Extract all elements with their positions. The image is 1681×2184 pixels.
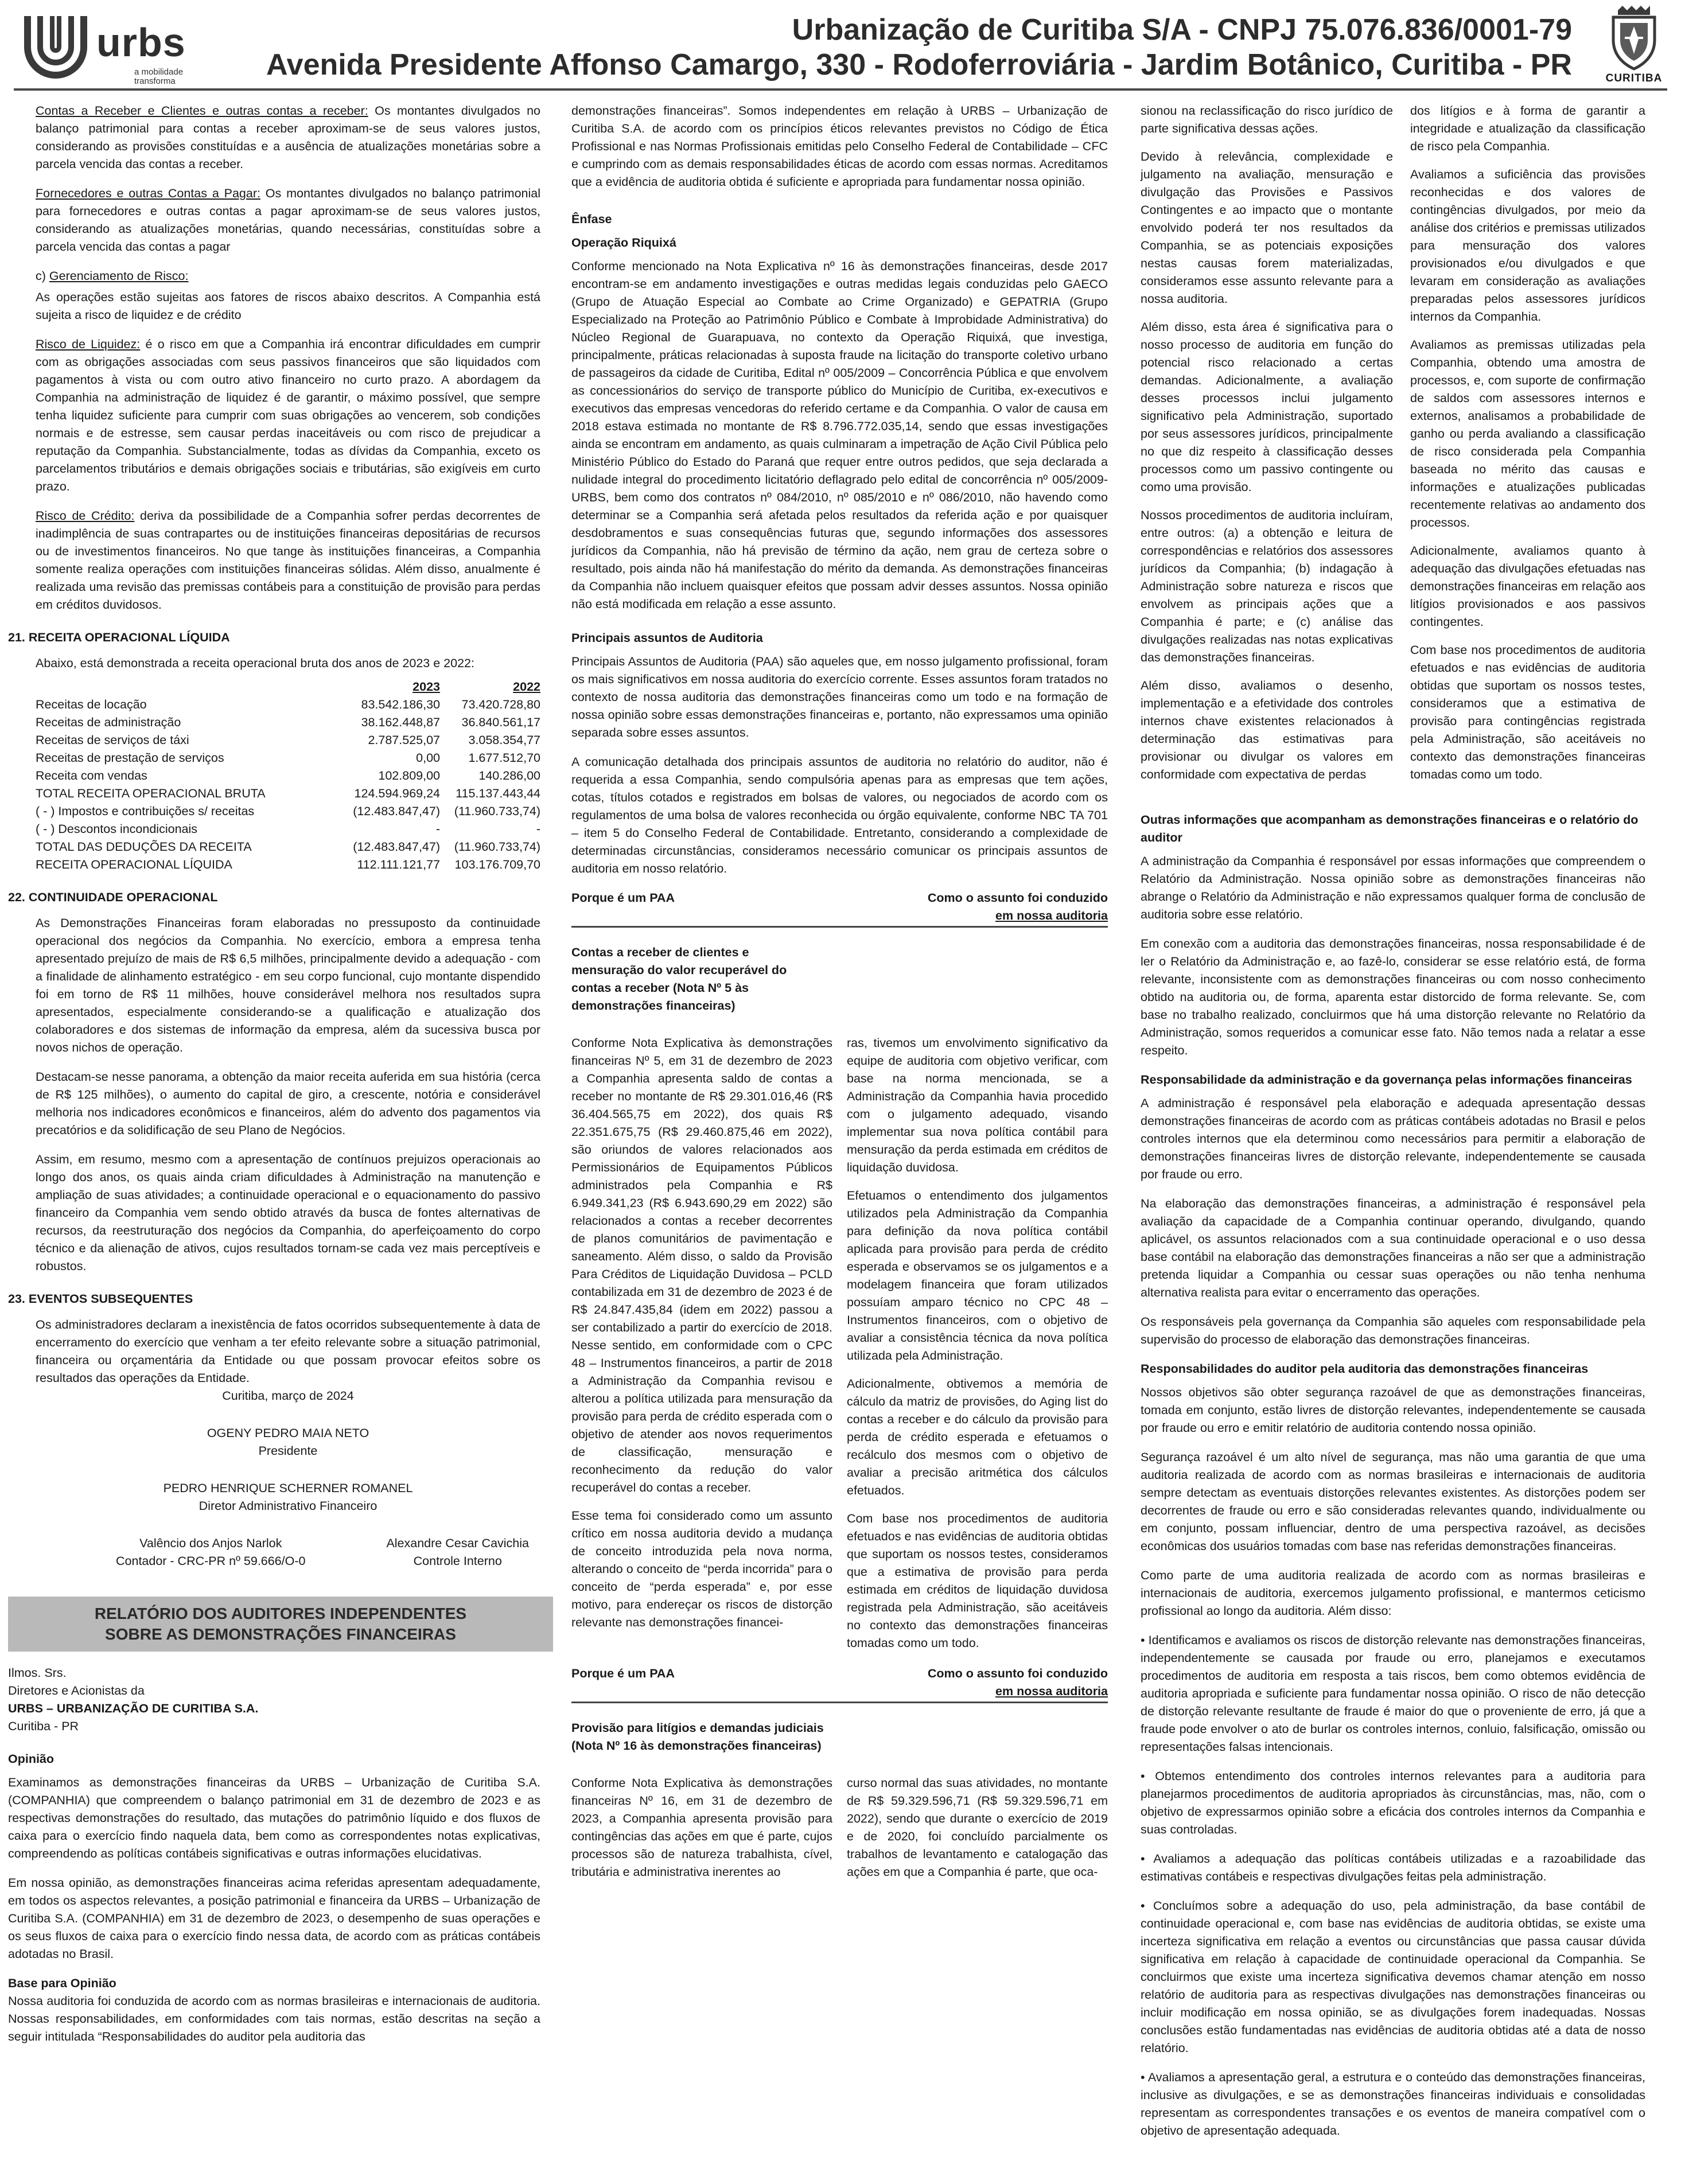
table-cell-value: - <box>536 822 540 836</box>
paragraph-outras-2: Em conexão com a auditoria das demonstrações financeiras, nossa responsabilidade é de ler o Relatório da Administração e, ao fazê-lo, considerar se esse relatório está, de forma relevante, inconsistente com as demonstrações financeiras ou com nosso conhecimento obtido na auditoria ou, de forma, aparenta estar distorcido de forma relevante. Se, com base no trabalho realizado, concluirmos que há uma distorção relevante no Relatório da Administração, somos requeridos a comunicar esse fato. Não temos nada a relatar a esse respeito. <box>1141 937 1645 1057</box>
paragraph-gerenciamento-heading <box>36 267 540 285</box>
heading-gerenciamento: Gerenciamento de Risco: <box>49 269 189 283</box>
table-row <box>36 731 540 749</box>
list-item: • Concluímos sobre a adequação do uso, pela administração, da base contábil de continuidade operacional e, com base nas evidências de auditoria obtidas, se existe uma incerteza significativa em relação a eventos ou circunstâncias que passa causar dúvida significativa em relação à capacidade de continuidade operacional da Companhia. Se concluirmos que existe uma incerteza significativa devemos chamar atenção em nosso relatório de auditoria para as respectivas divulgações nas demonstrações financeiras ou incluir modificação em nossa opinião, se as divulgações forem inadequadas. Nossas conclusões estão fundamentadas nas evidências de auditoria obtidas até a data de nosso relatório. <box>1141 1899 1645 2055</box>
signature-role: Diretor Administrativo Financeiro <box>199 1499 378 1513</box>
revenue-table <box>36 678 540 874</box>
topic-litigios-left <box>571 1774 832 1891</box>
table-row <box>36 856 540 874</box>
text-credito: deriva da possibilidade de a Companhia sofrer perdas decorrentes de inadimplência de suas contrapartes ou de instituições financeiras depositárias de recursos ou de investimentos financeiros. No que tange às instituições financeiras, a Companhia somente realiza operações com instituições financeiras sólidas. Além disso, anualmente é realizada uma revisão das premissas contábeis para a constituição de provisão para perdas em créditos duvidosos. <box>36 509 540 612</box>
header-title <box>195 13 1572 83</box>
heading-liquidez: Risco de Liquidez: <box>36 337 141 351</box>
table-cell-value: 36.840.561,17 <box>461 715 540 729</box>
topic-litigios-left-continued <box>1141 102 1393 794</box>
topic-litigios-right-continued <box>1410 102 1645 794</box>
urbs-logo <box>21 11 186 86</box>
topic-contas-receber-right <box>847 1034 1108 1663</box>
auditor-report-col1 <box>8 1750 540 2046</box>
paragraph-outras-1: A administração da Companhia é responsável por essas informações que compreendem o Relatório da Administração. Nossa opinião sobre as demonstrações financeiras não abrange o Relatório da Administração e não expressamos qualquer forma de conclusão de auditoria sobre esse relatório. <box>1141 854 1645 921</box>
table-cell-value: (12.483.847,47) <box>353 804 440 818</box>
table-row <box>36 767 540 785</box>
header-line-2: Avenida Presidente Affonso Camargo, 330 - Rodoferroviária - Jardim Botânico, Curitiba - PR <box>266 48 1572 81</box>
paa-right-heading: Como o assunto foi conduzido em nossa auditoria <box>927 1667 1108 1698</box>
paa-left-heading: Porque é um PAA <box>571 1667 675 1680</box>
paragraph-independencia: demonstrações financeiras”. Somos independentes em relação à URBS – Urbanização de Curitiba S.A. de acordo com os princípios éticos relevantes previstos no Código de Ética Profissional e nas Normas Profissionais emitidas pelo Conselho Federal de Contabilidade – CFC e cumprindo com as demais responsabilidades éticas de acordo com essas normas. Acreditamos que a evidência de auditoria obtida é suficiente e apropriada para fundamentar nossa opinião. <box>571 104 1108 189</box>
paragraph-topic2-right-cont-1: dos litígios e à forma de garantir a integridade e atualização da classificação de risco pela Companhia. <box>1410 104 1645 153</box>
paragraph-resp-aud-2: Segurança razoável é um alto nível de segurança, mas não uma garantia de que uma auditoria realizada de acordo com as normas brasileiras e internacionais de auditoria sempre detectam as eventuais distorções relevantes existentes. As distorções podem ser decorrentes de fraude ou erro e são consideradas relevantes quando, individualmente ou em conjunto, possam influenciar, dentro de uma perspectiva razoável, as decisões econômicas dos usuários tomadas com base nas referidas demonstrações financeiras. <box>1141 1450 1645 1553</box>
auditor-report-banner <box>8 1597 553 1652</box>
topic-litigios <box>571 1774 1108 1891</box>
table-cell-label: TOTAL RECEITA OPERACIONAL BRUTA <box>36 787 266 800</box>
paragraph-topic1-left-2: Esse tema foi considerado como um assunto crítico em nossa auditoria devido a mudança de conceito introduzida pela nova norma, alterando o conceito de “perda incorrida” para o conceito de “perda esperada” e, por esse motivo, para endereçar os riscos de distorção relevante nas demonstrações financei- <box>571 1509 832 1629</box>
column-3 <box>1141 102 1645 2151</box>
header-line-1: Urbanização de Curitiba S/A - CNPJ 75.076.836/0001-79 <box>792 13 1572 46</box>
paragraph-opiniao-1: Examinamos as demonstrações financeiras da URBS – Urbanização de Curitiba S.A. (COMPANHIA) que compreendem o balanço patrimonial em 31 de dezembro de 2023 e as respectivas demonstrações do resultado, das mutações do patrimônio líquido e dos fluxos de caixa para o exercício findo naquela data, bem como as correspondentes notas explicativas, compreendendo as políticas contábeis significativas e outras informações elucidativas. <box>8 1776 540 1860</box>
addressee-company: URBS – URBANIZAÇÃO DE CURITIBA S.A. <box>8 1702 259 1715</box>
heading-outras-informacoes: Outras informações que acompanham as demonstrações financeiras e o relatório do auditor <box>1141 813 1639 844</box>
banner-line-1: RELATÓRIO DOS AUDITORES INDEPENDENTES <box>94 1605 467 1622</box>
paragraph-topic2-right-1: curso normal das suas atividades, no montante de R$ 59.329.596,71 (R$ 59.329.596,71 em 2022), sendo que durante o exercício de 2019 e de 2020, foi concluído parcialmente os trabalhos de levantamento e catalogação das ações em que a Companhia é parte, que oca- <box>847 1776 1108 1879</box>
topic-contas-receber-left <box>571 1034 832 1663</box>
paragraph-topic2-left-cont-3: Além disso, esta área é significativa para o nosso processo de auditoria em função do potencial risco relacionado a certas demandas. Adicionalmente, a avaliação desses processos inclui julgamento significativo pela Administração, suportado por seus assessores jurídicos, principalmente no que diz respeito à classificação desses processos como um passivo contingente ou como uma provisão. <box>1141 320 1393 494</box>
signature-accountant <box>116 1535 306 1570</box>
table-header-row <box>36 678 540 696</box>
table-cell-value: 73.420.728,80 <box>461 698 540 711</box>
heading-opiniao: Opinião <box>8 1752 55 1766</box>
signature-president <box>36 1424 540 1460</box>
crest-label: CURITIBA <box>1605 72 1663 84</box>
heading-contas-receber: Contas a Receber e Clientes e outras contas a receber: <box>36 104 368 118</box>
table-cell-value: 112.111.121,77 <box>357 858 440 871</box>
paa-header-1 <box>571 889 1108 928</box>
signature-internal-control <box>386 1535 529 1570</box>
section-23-title: 23. EVENTOS SUBSEQUENTES <box>8 1292 193 1306</box>
table-cell-label: Receitas de administração <box>36 715 181 729</box>
table-cell-value: (12.483.847,47) <box>353 840 440 854</box>
paragraph-topic2-right-cont-3: Avaliamos as premissas utilizadas pela Companhia, obtendo uma amostra de processos, e, com suporte de confirmação de saldos com assessores internos e externos, analisamos a probabilidade de ganho ou perda avaliando a classificação de risco considerada pela Companhia baseada no mérito das causas e informações e atualizações publicadas recentemente relativas ao andamento dos processos. <box>1410 338 1645 530</box>
table-cell-label: ( - ) Impostos e contribuições s/ receitas <box>36 804 255 818</box>
table-cell-value: 83.542.186,30 <box>361 698 440 711</box>
table-cell-value: 38.162.448,87 <box>361 715 440 729</box>
paragraph-sec21-intro: Abaixo, está demonstrada a receita operacional bruta dos anos de 2023 e 2022: <box>36 656 474 670</box>
heading-topic-contas-receber: Contas a receber de clientes e mensuração do valor recuperável do contas a receber (Nota Nº 5 às demonstrações financeiras) <box>571 945 787 1013</box>
paragraph-sec22-3: Assim, em resumo, mesmo com a apresentação de contínuos prejuizos operacionais ao longo dos anos, os quais ainda criam dificuldades à Administração na manutenção e ampliação de suas atividades; a continuidade operacional e o equacionamento do passivo financeiro da Companhia vem sendo obtido através da busca de fontes alternativas de recursos, da reestruturação dos negócios da Companhia, do aperfeiçoamento do corpo técnico e da alienação de ativos, cujos resultados tornam-se cada vez mais perceptíveis e robustos. <box>36 1153 540 1273</box>
logo-tagline: a mobilidade transforma <box>134 67 184 86</box>
table-cell-label: Receitas de locação <box>36 698 147 711</box>
column-1 <box>8 102 541 2057</box>
table-cell-value: 140.286,00 <box>478 769 540 782</box>
table-cell-value: 115.137.443,44 <box>456 787 540 800</box>
paragraph-gerenciamento: As operações estão sujeitas aos fatores de riscos abaixo descritos. A Companhia está sujeita a risco de liquidez e de crédito <box>36 290 540 322</box>
gerenciamento-prefix: c) <box>36 269 49 283</box>
heading-fornecedores: Fornecedores e outras Contas a Pagar: <box>36 186 260 200</box>
signature-director <box>36 1480 540 1515</box>
paa-left-heading: Porque é um PAA <box>571 891 675 905</box>
paragraph-topic2-right-cont-2: Avaliamos a suficiência das provisões reconhecidas e dos valores de contingências divulgados, por meio da análise dos critérios e premissas utilizados para mensuração dos valores provisionados e/ou divulgados e que levaram em consideração as avaliações preparadas pelos assessores jurídicos internos da Companhia. <box>1410 168 1645 324</box>
table-cell-value: 3.058.354,77 <box>468 733 540 747</box>
paragraph-credito <box>36 507 540 614</box>
paragraph-paa-1: Principais Assuntos de Auditoria (PAA) são aqueles que, em nosso julgamento profissional, foram os mais significativos em nossa auditoria do exercício corrente. Esses assuntos foram tratados no contexto de nossa auditoria das demonstrações financeiras como um todo e na formação de nossa opinião sobre essas demonstrações financeiras e, portanto, não expressamos uma opinião separada sobre esses assuntos. <box>571 655 1108 739</box>
list-item: • Avaliamos a apresentação geral, a estrutura e o conteúdo das demonstrações financeiras, inclusive as divulgações, e se as demonstrações financeiras individuais e consolidadas representam as correspondentes transações e os eventos de maneira compatível com o objetivo de apresentação adequada. <box>1141 2070 1645 2138</box>
table-cell-value: (11.960.733,74) <box>454 840 540 854</box>
heading-topic-litigios: Provisão para litígios e demandas judiciais (Nota Nº 16 às demonstrações financeiras) <box>571 1721 824 1753</box>
paragraph-resp-adm-1: A administração é responsável pela elaboração e adequada apresentação dessas demonstrações financeiras de acordo com as práticas contábeis adotadas no Brasil e pelos controles internos que ela determinou como necessários para permitir a elaboração de demonstrações financeiras livres de distorção relevante, independentemente se causada por fraude ou erro. <box>1141 1096 1645 1181</box>
paragraph-resp-adm-2: Na elaboração das demonstrações financeiras, a administração é responsável pela avaliação da capacidade de a Companhia continuar operando, divulgando, quando aplicável, os assuntos relacionados com a sua continuidade operacional e o uso dessa base contábil na elaboração das demonstrações financeiras a não ser que a administração pretenda liquidar a Companhia ou cessar suas operações ou não tenha nenhuma alternativa realista para evitar o encerramento das operações. <box>1141 1197 1645 1299</box>
signature-name: Valêncio dos Anjos Narlok <box>139 1536 282 1550</box>
paa-header-2 <box>571 1665 1108 1703</box>
table-row <box>36 803 540 820</box>
list-item: • Obtemos entendimento dos controles internos relevantes para a auditoria para planejarmos procedimentos de auditoria apropriados às circunstâncias, mas, não, com o objetivo de expressarmos opinião sobre a eficácia dos controles internos da Companhia e suas controladas. <box>1141 1769 1645 1836</box>
paragraph-topic2-right-cont-5: Com base nos procedimentos de auditoria efetuados e nas evidências de auditoria obtidas que suportam os nossos testes, consideramos que a estimativa de provisão para contingências registrada pela Administração, são aceitáveis no contexto das demonstrações financeiras tomadas como um todo. <box>1410 643 1645 781</box>
list-item: • Identificamos e avaliamos os riscos de distorção relevante nas demonstrações financeiras, independentemente se causada por fraude ou erro, planejamos e executamos procedimentos de auditoria em resposta a tais riscos, bem como obtemos evidência de auditoria apropriada e suficiente para fundamentar nossa opinião. O risco de não detecção de distorção relevante resultante de fraude é maior do que o proveniente de erro, já que a fraude pode envolver o ato de burlar os controles internos, conluio, falsificação, omissão ou representações falsas intencionais. <box>1141 1633 1645 1754</box>
heading-credito: Risco de Crédito: <box>36 509 135 523</box>
table-row <box>36 838 540 856</box>
topic-contas-receber <box>571 1034 1108 1663</box>
table-cell-label: TOTAL DAS DEDUÇÕES DA RECEITA <box>36 840 252 854</box>
paragraph-topic1-left-1: Conforme Nota Explicativa às demonstrações financeiras Nº 5, em 31 de dezembro de 2023 a Companhia apresenta saldo de contas a receber no montante de R$ 29.301.016,46 (R$ 36.404.565,75 em 2022), dos quais R$ 22.351.675,75 (R$ 29.460.875,46 em 2022), são oriundos de valores relacionados aos Permissionários de Equipamentos Públicos administrados pela Companhia e R$ 6.949.341,23 (R$ 6.943.690,29 em 2022) são relacionados a contas a receber decorrentes de planos comunitários de pavimentação e saneamento. Além disso, o saldo da Provisão Para Créditos de Liquidação Duvidosa – PCLD contabilizada em 31 de dezembro de 2023 é de R$ 24.847.435,84 (idem em 2022) passou a ser contabilizado a partir do exercício de 2018. Nesse sentido, em conformidade com o CPC 48 – Instrumentos financeiros, a partir de 2018 a Administração da Companhia revisou e alterou a política utilizada para mensuração da provisão para perda de crédito esperada com o objetivo de atender aos novos requerimentos de classificação, mensuração e reconhecimento da redução do valor recuperável do contas a receber. <box>571 1036 832 1494</box>
list-item: • Avaliamos a adequação das políticas contábeis utilizadas e a razoabilidade das estimativas contábeis e respectivas divulgações feitas pela administração. <box>1141 1852 1645 1883</box>
paragraph-sec23-1: Os administradores declaram a inexistência de fatos ocorridos subsequentemente à data de encerramento do exercício que venham a ter efeito relevante sobre a situação patrimonial, financeira ou orçamentária da Entidade ou que possam provocar efeitos sobre os resultados das operações da Entidade. <box>36 1318 540 1385</box>
section-22-title: 22. CONTINUIDADE OPERACIONAL <box>8 890 218 904</box>
addressee-line: Ilmos. Srs. <box>8 1666 67 1680</box>
signature-name: OGENY PEDRO MAIA NETO <box>207 1426 369 1440</box>
paragraph-sec22-2: Destacam-se nesse panorama, a obtenção da maior receita auferida em sua história (cerca de R$ 125 milhões), o aumento do capital de giro, a crescente, notória e considerável melhoria nos indicadores econômicos e financeiros, além do advento dos pagamentos via precatórios e da solidificação de seu Plano de Negócios. <box>36 1070 540 1137</box>
paa-right-heading: Como o assunto foi conduzido em nossa auditoria <box>927 891 1108 922</box>
paragraph-topic2-left-cont-1: sionou na reclassificação do risco jurídico de parte significativa dessas ações. <box>1141 104 1393 135</box>
table-row <box>36 696 540 714</box>
text-liquidez: é o risco em que a Companhia irá encontrar dificuldades em cumprir com as obrigações associadas com seus passivos financeiros que são liquidados com pagamentos à vista ou com outro ativo financeiro no curto prazo. A abordagem da Companhia na administração de liquidez é de garantir, o máximo possível, que sempre tenha liquidez suficiente para cumprir com suas obrigações ao vencerem, sob condições normais e de estresse, sem causar perdas inaceitáveis ou com risco de prejudicar a reputação da Companhia. Substancialmente, todas as dívidas da Companhia, exceto os parcelamentos tributários e demais obrigações sociais e tributárias, são exigíveis em curto prazo. <box>36 337 541 493</box>
paragraph-fornecedores <box>36 185 540 256</box>
heading-responsabilidade-auditor: Responsabilidades do auditor pela auditoria das demonstrações financeiras <box>1141 1362 1589 1376</box>
paragraph-topic2-left-cont-2: Devido à relevância, complexidade e julgamento na avaliação, mensuração e divulgação das Provisões e Passivos Contingentes e ao impacto que o montante envolvido poderá ter nos resultados da Companhia, se as potenciais exposições nestas causas forem materializadas, consideramos esse assunto relevante para a nossa auditoria. <box>1141 150 1393 306</box>
table-header-2023: 2023 <box>413 680 440 694</box>
heading-enfase: Ênfase <box>571 212 612 226</box>
date-line: Curitiba, março de 2024 <box>222 1389 354 1403</box>
table-row <box>36 785 540 803</box>
signature-role: Contador - CRC-PR nº 59.666/O-0 <box>116 1554 306 1568</box>
table-cell-label: Receitas de serviços de táxi <box>36 733 189 747</box>
heading-base-opiniao: Base para Opinião <box>8 1976 116 1990</box>
addressee-line: Curitiba - PR <box>8 1719 79 1733</box>
paragraph-liquidez <box>36 336 540 496</box>
table-cell-value: 124.594.969,24 <box>354 787 440 800</box>
table-cell-label: Receita com vendas <box>36 769 147 782</box>
signature-name: PEDRO HENRIQUE SCHERNER ROMANEL <box>163 1481 413 1495</box>
urbs-logo-mark-icon <box>21 11 91 81</box>
table-row <box>36 714 540 731</box>
city-coat-of-arms-icon <box>1605 5 1663 71</box>
paragraph-resp-adm-3: Os responsáveis pela governança da Companhia são aqueles com responsabilidade pela supervisão do processo de elaboração das demonstrações financeiras. <box>1141 1315 1645 1346</box>
banner-line-2: SOBRE AS DEMONSTRAÇÕES FINANCEIRAS <box>105 1625 456 1643</box>
revenue-table-body <box>36 696 540 874</box>
paragraph-topic2-left-cont-4: Nossos procedimentos de auditoria incluíram, entre outros: (a) a obtenção e leitura de correspondências e relatórios dos assessores jurídicos da Companhia; (b) indagação à Administração sobre natureza e riscos que envolvem as principais ações que a Companhia é parte; e (c) análise das divulgações realizadas nas notas explicativas das demonstrações financeiras. <box>1141 508 1393 664</box>
table-cell-label: Receitas de prestação de serviços <box>36 751 224 765</box>
table-cell-value: 102.809,00 <box>378 769 440 782</box>
addressee-line: Diretores e Acionistas da <box>8 1684 145 1698</box>
section-21-title: 21. RECEITA OPERACIONAL LÍQUIDA <box>8 630 230 644</box>
table-cell-label: RECEITA OPERACIONAL LÍQUIDA <box>36 858 232 871</box>
text-fornecedores: Os montantes divulgados no balanço patrimonial para fornecedores e outras contas a pagar aproximam-se de seus valores justos, considerando as atualizações monetárias, quando necessárias, constituídas sobre a parcela vencida das contas a pagar <box>36 186 540 254</box>
table-cell-value: (11.960.733,74) <box>454 804 540 818</box>
paragraph-contas-receber <box>36 102 540 173</box>
signature-role: Controle Interno <box>413 1554 502 1568</box>
table-row <box>36 820 540 838</box>
column-2 <box>571 102 1108 1891</box>
paragraph-topic1-right-2: Efetuamos o entendimento dos julgamentos utilizados pela Administração da Companhia para definição da nova política contábil aplicada para provisão para perda de crédito esperada e observamos se os julgamentos e a modelagem financeira que foram utilizados possuíam amparo técnico no CPC 48 – Instrumentos financeiros, com o objetivo de avaliar a consistência técnica da nova política utilizada pela Administração. <box>847 1189 1108 1362</box>
page-header <box>0 0 1681 86</box>
topic-litigios-continued <box>1141 102 1645 794</box>
table-cell-value: 0,00 <box>416 751 440 765</box>
table-cell-value: - <box>435 822 440 836</box>
signature-pair <box>36 1535 540 1570</box>
addressee-block <box>8 1664 540 1735</box>
paragraph-opiniao-2: Em nossa opinião, as demonstrações financeiras acima referidas apresentam adequadamente, em todos os aspectos relevantes, a posição patrimonial e financeira da URBS – Urbanização de Curitiba S.A. (COMPANHIA) em 31 de dezembro de 2023, o desempenho de suas operações e os seus fluxos de caixa para o exercício findo nessa data, de acordo com as práticas contábeis adotadas no Brasil. <box>8 1876 540 1961</box>
curitiba-crest <box>1594 5 1674 85</box>
logo-wordmark: urbs <box>96 20 186 65</box>
topic-litigios-right <box>847 1774 1108 1891</box>
table-row <box>36 749 540 767</box>
paragraph-topic2-left-1: Conforme Nota Explicativa às demonstrações financeiras Nº 16, em 31 de dezembro de 2023, a Companhia apresenta provisão para contingências das ações em que é parte, cujos processos são de natureza trabalhista, cível, tributária e administrativa inerentes ao <box>571 1776 832 1879</box>
table-cell-value: 1.677.512,70 <box>468 751 540 765</box>
auditor-procedures-list <box>1141 1632 1645 2140</box>
paragraph-topic1-right-4: Com base nos procedimentos de auditoria efetuados e nas evidências de auditoria obtidas que suportam os nossos testes, consideramos que a estimativa de provisão para perda estimada em créditos de liquidação duvidosa registrada pela Administração, são aceitáveis no contexto das demonstrações financeiras tomadas como um todo. <box>847 1512 1108 1650</box>
paragraph-riquixa: Conforme mencionado na Nota Explicativa nº 16 às demonstrações financeiras, desde 2017 encontram-se em andamento investigações e outras medidas legais conduzidas pelo GAECO (Grupo de Atuação Especial ao Combate ao Crime Organizado) e GEPATRIA (Grupo Especializado na Proteção ao Patrimônio Público e Combate à Improbidade Administrativa) do Núcleo Regional de Guarapuava, no contexto da Operação Riquixá, que investiga, principalmente, práticas relacionadas à suposta fraude na licitação do transporte coletivo urbano de passageiros da cidade de Curitiba, Edital nº 005/2009 – Concorrência Pública e que envolvem as concessionários do serviço de transporte público do Município de Curitiba, ex-executivos e executivos das empresas vencedoras do referido certame e da Companhia. O valor de causa em 2018 estava estimada no montante de R$ 8.796.772.035,14, sendo que essas investigações ainda se encontram em andamento, as quais culminaram a impetração de Ação Civil Pública pelo Ministério Público do Estado do Paraná que requer entre outros pedidos, que seja declarada a nulidade integral do procedimento licitatório deflagrado pelo edital de concorrência nº 005/2009-URBS, bem como dos contratos nº 084/2010, nº 085/2010 e nº 086/2010, não havendo como determinar se a Companhia será afetada pelos resultados da referida ação e por quaisquer desdobramentos e suas consequências futuras que, segundo informações dos assessores jurídicos da Companhia, não há previsão de término da ação, nem grau de certeza sobre o resultado, pois ainda não há manifestação do mérito da demanda. As demonstrações financeiras da Companhia não incluem quaisquer efeitos que possam advir desses assuntos. Nossa opinião não está modificada em relação a esse assunto. <box>571 259 1108 611</box>
signature-name: Alexandre Cesar Cavichia <box>386 1536 529 1550</box>
header-divider <box>14 88 1667 91</box>
heading-paa: Principais assuntos de Auditoria <box>571 631 763 645</box>
table-cell-label: ( - ) Descontos incondicionais <box>36 822 198 836</box>
table-cell-value: 103.176.709,70 <box>454 858 540 871</box>
table-header-2022: 2022 <box>513 680 540 694</box>
heading-responsabilidade-administracao: Responsabilidade da administração e da governança pelas informações financeiras <box>1141 1073 1632 1087</box>
paragraph-resp-aud-1: Nossos objetivos são obter segurança razoável de que as demonstrações financeiras, tomada em conjunto, estão livres de distorção relevantes, independentemente se causada por fraude ou erro e emitir relatório de auditoria contendo nossa opinião. <box>1141 1385 1645 1435</box>
paragraph-resp-aud-3: Como parte de uma auditoria realizada de acordo com as normas brasileiras e internacionais de auditoria, exercemos julgamento profissional, e mantermos ceticismo profissional ao longo da auditoria. Além disso: <box>1141 1568 1645 1618</box>
paragraph-topic1-right-3: Adicionalmente, obtivemos a memória de cálculo da matriz de provisões, do Aging list do contas a receber e do cálculo da provisão para perda de crédito esperada e efetuamos o recálculo dos mesmos com o objetivo de avaliar a precisão aritmética dos cálculos efetuados. <box>847 1377 1108 1497</box>
signature-role: Presidente <box>258 1444 318 1458</box>
table-cell-value: 2.787.525,07 <box>368 733 440 747</box>
paragraph-topic2-left-cont-5: Além disso, avaliamos o desenho, implementação e a efetividade dos controles internos chave existentes relacionados à determinação das estimativas para provisionar ou divulgar os valores em conformidade com expectativa de perdas <box>1141 679 1393 781</box>
paragraph-sec22-1: As Demonstrações Financeiras foram elaboradas no pressuposto da continuidade operacional dos negócios da Companhia. No exercício, embora a empresa tenha apresentado prejuízo de mais de R$ 6,5 milhões, principalmente devido a adequação - com a finalidade de alinhamento estratégico - em seu corpo funcional, cujo montante dispendido foi em torno de R$ 11 milhões, houve considerável melhora nos resultados supra apresentados, especialmente considerando-se a qualificação e atualização dos colaboradores e dos sistemas de informação da empresa, além da sucessiva busca por novos nichos de operação. <box>36 916 540 1054</box>
paragraph-topic1-right-1: ras, tivemos um envolvimento significativo da equipe de auditoria com objetivo verificar, com base na norma mencionada, se a Administração da Companhia havia procedido com o julgamento adequado, visando implementar sua nova política contábil para mensuração da perda estimada em créditos de liquidação duvidosa. <box>847 1036 1108 1174</box>
paragraph-paa-2: A comunicação detalhada dos principais assuntos de auditoria no relatório do auditor, não é requerida a essa Companhia, sendo compulsória apenas para as empresas que tem ações, cotas, títulos cotados e registrados em bolsas de valores, ou negociados de acordo com os regulamentos de uma bolsa de valores reconhecida ou órgão equivalente, conforme NBC TA 701 – item 5 do Conselho Federal de Contabilidade. Entretanto, considerando a complexidade de determinadas circunstâncias, consideramos necessário comunicar os principais assuntos de auditoria em nosso relatório. <box>571 755 1108 875</box>
heading-riquixa: Operação Riquixá <box>571 236 676 250</box>
paragraph-base-opiniao: Nossa auditoria foi conduzida de acordo com as normas brasileiras e internacionais de auditoria. Nossas responsabilidades, em conformidades com tais normas, estão descritas na seção a seguir intitulada “Responsabilidades do auditor pela auditoria das <box>8 1994 540 2043</box>
text-contas-receber: Os montantes divulgados no balanço patrimonial para contas a receber aproximam-se de seus valores justos, considerando as provisões constituídas e a ausência de atualizações monetárias sobre a parcela vencida das contas a receber. <box>36 104 540 171</box>
paragraph-topic2-right-cont-4: Adicionalmente, avaliamos quanto à adequação das divulgações efetuadas nas demonstrações financeiras em relação aos litígios provisionados e aos passivos contingentes. <box>1410 544 1645 629</box>
